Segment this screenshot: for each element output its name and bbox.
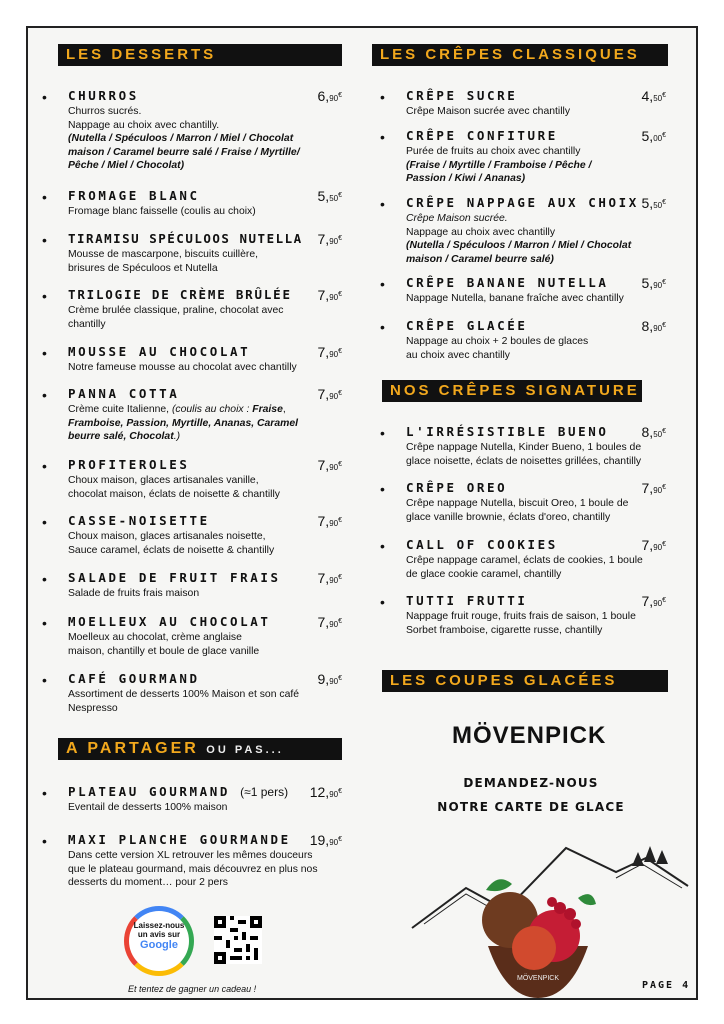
item-name: PANNA COTTA [68,386,180,401]
item-price: 7,90€ [317,287,342,303]
section-desserts: LES DESSERTS [58,44,342,66]
item-description: Notre fameuse mousse au chocolat avec chantilly [68,362,297,373]
item-description: Purée de fruits au choix avec chantilly (Fraise / Myrtille / Framboise / Pêche / Passion / Kiwi / Ananas) [406,146,592,185]
item-description: Crêpe nappage Nutella, biscuit Oreo, 1 boule de glace vanille brownie, éclats d'oreo, chantilly [406,498,629,523]
item-price: 8,90€ [641,318,666,334]
bullet: • [380,89,385,105]
bullet: • [42,571,47,587]
item-description: Crème brulée classique, praline, chocolat avec chantilly [68,305,284,330]
item-name: CRÊPE BANANE NUTELLA [406,275,609,290]
item-price: 5,50€ [641,195,666,211]
bullet: • [380,594,385,610]
bullet: • [42,458,47,474]
bullet: • [42,89,47,105]
bullet: • [42,514,47,530]
item-description: Choux maison, glaces artisanales noisette, Sauce caramel, éclats de noisette & chantilly [68,531,275,556]
item-name: CAFÉ GOURMAND [68,671,200,686]
item-name: MAXI PLANCHE GOURMANDE [68,832,291,847]
item-name: CRÊPE CONFITURE [406,128,558,143]
item-description: Salade de fruits frais maison [68,588,200,599]
section-partager: A PARTAGER OU PAS... [58,738,342,760]
item-name: TUTTI FRUTTI [406,593,528,608]
item-name: SALADE DE FRUIT FRAIS [68,570,281,585]
item-price: 7,90€ [317,344,342,360]
item-description: Crêpe nappage caramel, éclats de cookies, 1 boule de glace cookie caramel, chantilly [406,555,643,580]
item-description: Crème cuite Italienne, (coulis au choix : Fraise, Framboise, Passion, Myrtille, Ananas, Caramel beurre salé, Chocolat.) [68,404,299,443]
item-description: Crêpe Maison sucrée avec chantilly [406,106,571,117]
item-description: Dans cette version XL retrouver les mêmes douceurs que le plateau gourmand, mais découvrez en plus nos desserts du moment… pour 2 pers [68,850,318,889]
bullet: • [42,672,47,688]
item-name: CASSE-NOISETTE [68,513,210,528]
item-name: CALL OF COOKIES [406,537,558,552]
item-description: Fromage blanc faisselle (coulis au choix) [68,206,256,217]
item-name: CRÊPE NAPPAGE AUX CHOIX [406,195,639,210]
item-price: 7,90€ [641,480,666,496]
page-number: PAGE 4 [642,980,691,991]
bullet: • [42,833,47,849]
item-price: 5,50€ [317,188,342,204]
item-description: Nappage Nutella, banane fraîche avec chantilly [406,293,624,304]
movenpick-line2: NOTRE CARTE DE GLACE [437,800,625,814]
section-crepes-signature: NOS CRÊPES SIGNATURE [382,380,642,402]
item-name: CRÊPE GLACÉE [406,318,528,333]
item-price: 7,90€ [317,513,342,529]
bullet: • [380,538,385,554]
item-name: CHURROS [68,88,139,103]
bullet: • [380,196,385,212]
bullet: • [42,232,47,248]
bullet: • [42,288,47,304]
item-price: 7,90€ [317,231,342,247]
ice-cream-illustration [406,828,692,998]
item-description: Choux maison, glaces artisanales vanille, chocolat maison, éclats de noisette & chantilly [68,475,280,500]
left-column [28,28,350,998]
item-price: 7,90€ [317,570,342,586]
item-description: Crêpe nappage Nutella, Kinder Bueno, 1 boules de glace noisette, éclats de noisettes grillées, chantilly [406,442,642,467]
item-price: 7,90€ [641,593,666,609]
section-crepes-classiques: LES CRÊPES CLASSIQUES [372,44,668,66]
item-name: MOELLEUX AU CHOCOLAT [68,614,271,629]
bullet: • [380,425,385,441]
movenpick-logo: MÖVENPICK [452,722,607,749]
item-name: CRÊPE SUCRE [406,88,518,103]
menu-page [26,26,698,1000]
item-name: PLATEAU GOURMAND (≈1 pers) [68,784,289,799]
bullet: • [42,345,47,361]
item-price: 5,90€ [641,275,666,291]
bullet: • [380,319,385,335]
item-price: 12,90€ [309,784,342,800]
bullet: • [380,129,385,145]
item-name: PROFITEROLES [68,457,190,472]
item-price: 6,90€ [317,88,342,104]
qr-code-icon[interactable] [214,916,262,964]
bullet: • [380,481,385,497]
item-price: 9,90€ [317,671,342,687]
item-price: 7,90€ [641,537,666,553]
item-description: Nappage fruit rouge, fruits frais de saison, 1 boule Sorbet framboise, cigarette russe, chantilly [406,611,636,636]
item-description: Moelleux au chocolat, crème anglaise maison, chantilly et boule de glace vanille [68,632,260,657]
movenpick-line1: DEMANDEZ-NOUS [463,776,599,790]
item-price: 8,50€ [641,424,666,440]
item-description: Crêpe Maison sucrée. Nappage au choix avec chantilly (Nutella / Spéculoos / Marron / Miel / Chocolat maison / Caramel beurre salé) [406,213,632,265]
item-description: Eventail de desserts 100% maison [68,802,228,813]
item-price: 7,90€ [317,386,342,402]
google-review-badge[interactable]: Laissez-nous un avis sur Google [124,906,194,976]
item-description: Mousse de mascarpone, biscuits cuillère, brisures de Spéculoos et Nutella [68,249,259,274]
item-name: FROMAGE BLANC [68,188,200,203]
bullet: • [42,785,47,801]
bullet: • [380,276,385,292]
item-name: TRILOGIE DE CRÈME BRÛLÉE [68,287,292,302]
item-description: Assortiment de desserts 100% Maison et son café Nespresso [68,689,300,714]
item-price: 7,90€ [317,457,342,473]
section-coupes-glacees: LES COUPES GLACÉES [382,670,668,692]
item-name: CRÊPE OREO [406,480,508,495]
item-price: 4,50€ [641,88,666,104]
svg-text:MÖVENPICK: MÖVENPICK [516,975,560,982]
review-footnote: Et tentez de gagner un cadeau ! [128,984,257,994]
item-name: L'IRRÉSISTIBLE BUENO [406,424,609,439]
bullet: • [42,615,47,631]
bullet: • [42,387,47,403]
item-name: TIRAMISU SPÉCULOOS NUTELLA [68,231,303,246]
bullet: • [42,189,47,205]
item-price: 19,90€ [309,832,342,848]
item-price: 7,90€ [317,614,342,630]
item-name: MOUSSE AU CHOCOLAT [68,344,251,359]
item-description: Nappage au choix + 2 boules de glaces au choix avec chantilly [406,336,589,361]
item-description: Churros sucrés. Nappage au choix avec chantilly. (Nutella / Spéculoos / Marron / Miel / Chocolat maison / Caramel beurre salé / Fraise / Myrtille/ Pêche / Miel / Chocolat) [68,106,300,172]
item-price: 5,00€ [641,128,666,144]
right-column [366,28,696,998]
